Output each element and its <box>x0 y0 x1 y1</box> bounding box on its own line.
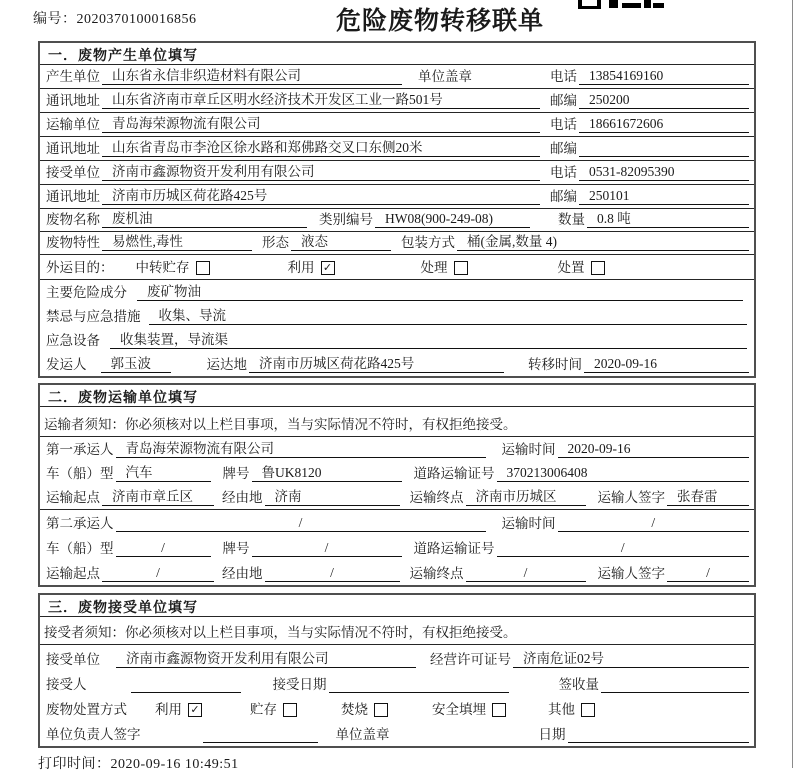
serial-number <box>33 8 197 28</box>
disposal-incinerate-checkbox <box>374 703 388 717</box>
plate1-value: 鲁UK8120 <box>252 461 402 482</box>
equip-label: 应急设备 <box>46 333 100 348</box>
row-receive-unit <box>40 645 754 671</box>
addr2-label: 通讯地址 <box>46 141 100 156</box>
vehicle1-label: 车（船）型 <box>46 466 114 481</box>
row-transfer-purpose <box>40 255 754 280</box>
via2-label: 经由地 <box>222 566 263 581</box>
time1-value: 2020-09-16 <box>558 441 750 458</box>
row-disposal-method <box>40 696 754 721</box>
form-value: 液态 <box>291 230 391 251</box>
row-receiver-address <box>40 185 754 209</box>
receive-date-value <box>329 676 509 693</box>
print-time-value: 2020-09-16 10:49:51 <box>110 757 239 772</box>
row-route-1 <box>40 485 754 510</box>
sign2-value: / <box>667 565 749 582</box>
carrier2-value: / <box>116 515 486 532</box>
taboo-value: 收集、导流 <box>149 304 748 325</box>
amount-value <box>601 676 749 693</box>
road1-label: 道路运输证号 <box>413 466 495 481</box>
license-label: 经营许可证号 <box>430 652 511 667</box>
row-shipper <box>40 352 754 376</box>
disposal-storage-label: 贮存 <box>250 702 277 717</box>
addr3-label: 通讯地址 <box>46 189 100 204</box>
road1-value: 370213006408 <box>497 465 750 482</box>
section1-title: 一．废物产生单位填写 <box>40 43 754 65</box>
plate1-label: 牌号 <box>222 466 250 481</box>
phone2-label: 电话 <box>550 117 577 132</box>
row-main-hazard <box>40 280 754 304</box>
receive-unit-label: 接受单位 <box>46 652 100 667</box>
zip3-label: 邮编 <box>550 189 577 204</box>
qty-value: 0.8 吨 <box>587 207 749 228</box>
sign2-label: 运输人签字 <box>597 566 665 581</box>
print-time <box>38 753 796 773</box>
receive-notice-text: 接受者须知：你必须核对以上栏目事项，当与实际情况不符时，有权拒绝接受。 <box>44 625 517 640</box>
zip2-label: 邮编 <box>550 141 577 156</box>
print-time-label: 打印时间： <box>38 757 111 772</box>
vehicle1-value: 汽车 <box>116 461 211 482</box>
disposal-landfill-checkbox <box>492 703 506 717</box>
carrier1-value: 青岛海荣源物流有限公司 <box>116 437 486 458</box>
unit-seal2-label: 单位盖章 <box>335 727 390 742</box>
phone2-value: 18661672606 <box>579 116 749 133</box>
responsible-sign-value <box>203 726 318 743</box>
row-route-2 <box>40 560 754 585</box>
via1-label: 经由地 <box>222 490 263 505</box>
transport-notice-text: 运输者须知：你必须核对以上栏目事项，当与实际情况不符时，有权拒绝接受。 <box>44 417 517 432</box>
row-transport-notice <box>40 407 754 437</box>
disposal-other-label: 其他 <box>548 702 575 717</box>
row-first-carrier <box>40 437 754 461</box>
disposal-option-other <box>548 698 595 718</box>
transfer-time-value: 2020-09-16 <box>584 356 749 373</box>
phone3-value: 0531-82095390 <box>579 164 749 181</box>
row-vehicle-2 <box>40 535 754 560</box>
disposal-option-storage <box>250 698 297 718</box>
plate2-label: 牌号 <box>222 541 250 556</box>
zip3-value: 250101 <box>579 188 749 205</box>
recipient-value <box>131 676 241 693</box>
road2-label: 道路运输证号 <box>413 541 495 556</box>
zip2-value <box>579 140 749 157</box>
document-header <box>0 0 796 41</box>
purpose-dispose-checkbox <box>591 261 605 275</box>
disposal-storage-checkbox <box>283 703 297 717</box>
pack-label: 包装方式 <box>401 235 455 250</box>
license-value: 济南危证02号 <box>513 647 749 668</box>
zip1-label: 邮编 <box>550 93 577 108</box>
purpose-dispose-label: 处置 <box>557 260 585 275</box>
qty-label: 数量 <box>558 212 585 227</box>
row-producer <box>40 65 754 89</box>
disposal-option-landfill <box>432 698 506 718</box>
row-emergency-equipment <box>40 328 754 352</box>
section-transport <box>38 383 756 587</box>
addr1-label: 通讯地址 <box>46 93 100 108</box>
equip-value: 收集装置，导流渠 <box>110 328 747 349</box>
taboo-label: 禁忌与应急措施 <box>46 309 141 324</box>
receive-date-label: 接受日期 <box>272 677 327 692</box>
end1-label: 运输终点 <box>409 490 464 505</box>
purpose-option-dispose <box>558 256 605 276</box>
row-transporter-address <box>40 137 754 161</box>
category-label: 类别编号 <box>319 212 373 227</box>
serial-label: 编号： <box>33 12 77 27</box>
phone3-label: 电话 <box>550 165 577 180</box>
dest-value: 济南市历城区荷花路425号 <box>249 352 504 373</box>
receiver-value: 济南市鑫源物资开发利用有限公司 <box>102 160 540 181</box>
purpose-storage-label: 中转贮存 <box>135 260 190 275</box>
disposal-label: 废物处置方式 <box>46 702 127 717</box>
page-edge-line <box>792 0 793 768</box>
sign1-label: 运输人签字 <box>597 490 665 505</box>
addr1-value: 山东省济南市章丘区明水经济技术开发区工业一路501号 <box>102 88 540 109</box>
pack-value: 桶(金属,数量 4) <box>457 230 749 251</box>
row-waste-traits <box>40 232 754 255</box>
traits-value: 易燃性,毒性 <box>102 230 252 251</box>
section-receiver <box>38 593 756 748</box>
time1-label: 运输时间 <box>501 442 556 457</box>
row-second-carrier <box>40 510 754 535</box>
vehicle2-label: 车（船）型 <box>46 541 114 556</box>
addr3-value: 济南市历城区荷花路425号 <box>102 184 540 205</box>
origin2-value: / <box>102 565 214 582</box>
section2-title: 二．废物运输单位填写 <box>40 385 754 407</box>
via2-value: / <box>265 565 400 582</box>
dest-label: 运达地 <box>206 357 247 372</box>
section-producer <box>38 41 756 378</box>
qr-code-remnant <box>578 0 664 9</box>
purpose-use-checkbox: ✓ <box>321 261 335 275</box>
form-label: 形态 <box>262 235 289 250</box>
transporter-value: 青岛海荣源物流有限公司 <box>102 112 540 133</box>
phone1-value: 13854169160 <box>579 68 749 85</box>
end2-label: 运输终点 <box>409 566 464 581</box>
category-value: HW08(900-249-08) <box>375 211 530 228</box>
row-vehicle-1 <box>40 461 754 485</box>
traits-label: 废物特性 <box>46 235 100 250</box>
disposal-use-label: 利用 <box>155 702 182 717</box>
serial-value: 2020370100016856 <box>76 12 197 27</box>
purpose-option-use <box>288 256 335 276</box>
carrier1-label: 第一承运人 <box>46 442 114 457</box>
row-responsible-sign <box>40 721 754 746</box>
carrier2-label: 第二承运人 <box>46 516 114 531</box>
zip1-value: 250200 <box>579 92 749 109</box>
end2-value: / <box>466 565 586 582</box>
purpose-treat-checkbox <box>454 261 468 275</box>
shipper-value: 郭玉波 <box>101 352 171 373</box>
sign1-value: 张春雷 <box>667 485 749 506</box>
row-producer-address <box>40 89 754 113</box>
producer-label: 产生单位 <box>46 69 100 84</box>
row-transporter <box>40 113 754 137</box>
row-taboo-measures <box>40 304 754 328</box>
hazard-label: 主要危险成分 <box>46 285 127 300</box>
disposal-option-incinerate <box>341 698 388 718</box>
waste-name-value: 废机油 <box>102 207 307 228</box>
origin1-label: 运输起点 <box>46 490 100 505</box>
recipient-label: 接受人 <box>46 677 87 692</box>
purpose-option-storage <box>136 256 210 276</box>
shipper-label: 发运人 <box>46 357 87 372</box>
transporter-label: 运输单位 <box>46 117 100 132</box>
responsible-sign-label: 单位负责人签字 <box>46 727 141 742</box>
disposal-use-checkbox: ✓ <box>188 703 202 717</box>
end1-value: 济南市历城区 <box>466 485 586 506</box>
road2-value: / <box>497 540 750 557</box>
purpose-label: 外运目的： <box>46 260 114 275</box>
page-title: 危险废物转移联单 <box>335 8 545 35</box>
time2-value: / <box>558 515 750 532</box>
row-receiver <box>40 161 754 185</box>
purpose-option-treat <box>421 256 468 276</box>
unit-seal-label: 单位盖章 <box>418 69 472 84</box>
disposal-incinerate-label: 焚烧 <box>341 702 368 717</box>
purpose-use-label: 利用 <box>287 260 315 275</box>
hazard-value: 废矿物油 <box>137 280 743 301</box>
via1-value: 济南 <box>265 485 400 506</box>
receive-unit-value: 济南市鑫源物资开发利用有限公司 <box>116 647 416 668</box>
receiver-label: 接受单位 <box>46 165 100 180</box>
disposal-landfill-label: 安全填埋 <box>432 702 486 717</box>
date2-value <box>568 726 750 743</box>
purpose-treat-label: 处理 <box>420 260 448 275</box>
addr2-value: 山东省青岛市李沧区徐水路和郑佛路交叉口东侧20米 <box>102 136 540 157</box>
vehicle2-value: / <box>116 540 211 557</box>
disposal-other-checkbox <box>581 703 595 717</box>
waste-name-label: 废物名称 <box>46 212 100 227</box>
date2-label: 日期 <box>538 727 566 742</box>
section3-title: 三．废物接受单位填写 <box>40 595 754 617</box>
origin1-value: 济南市章丘区 <box>102 485 214 506</box>
row-recipient <box>40 671 754 696</box>
time2-label: 运输时间 <box>501 516 556 531</box>
row-waste-name <box>40 209 754 232</box>
plate2-value: / <box>252 540 402 557</box>
phone1-label: 电话 <box>550 69 577 84</box>
row-receive-notice <box>40 617 754 645</box>
producer-value: 山东省永信非织造材料有限公司 <box>102 64 402 85</box>
amount-label: 签收量 <box>558 677 599 692</box>
origin2-label: 运输起点 <box>46 566 100 581</box>
disposal-option-use <box>155 698 202 718</box>
purpose-storage-checkbox <box>196 261 210 275</box>
transfer-time-label: 转移时间 <box>528 357 582 372</box>
